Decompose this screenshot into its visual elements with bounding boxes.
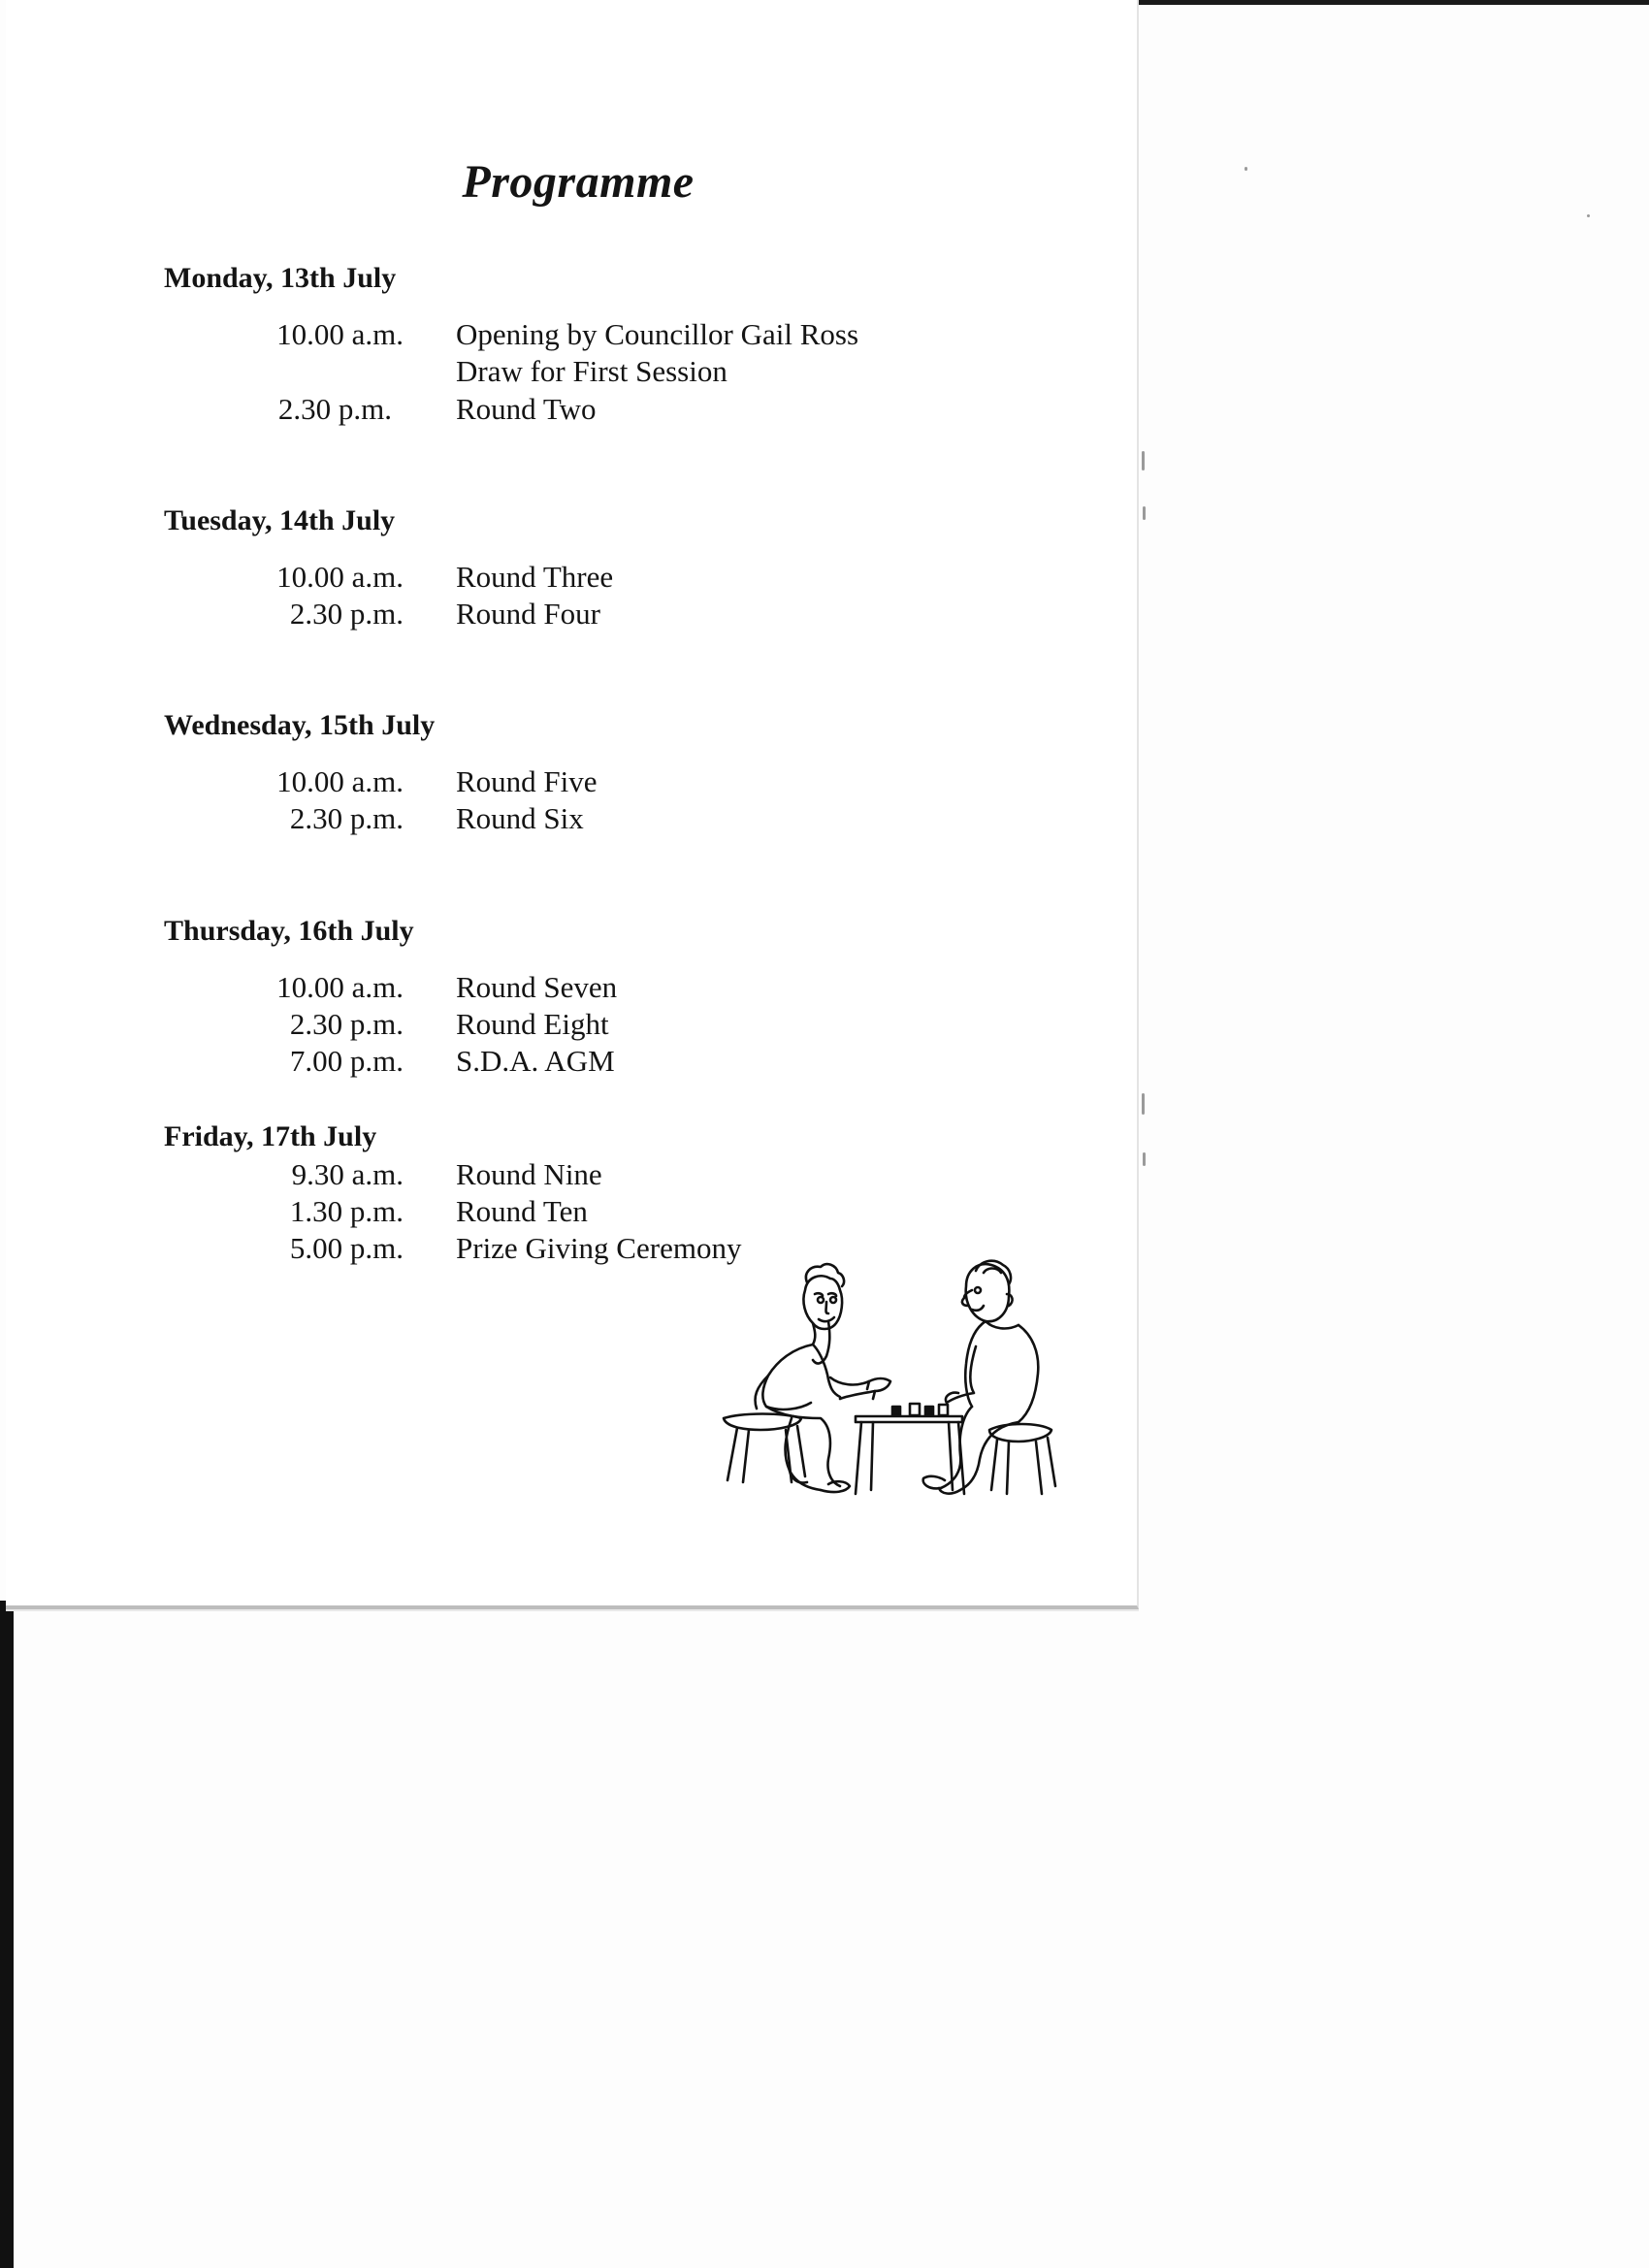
schedule-entry [6,801,1131,840]
entry-time: 2.30 p.m. [289,801,404,835]
entry-event: Round Two [456,392,597,426]
day-heading: Tuesday, 14th July [164,504,396,536]
scan-speck [1245,167,1247,171]
entry-time: 10.00 a.m. [276,764,404,798]
draughts-table [856,1404,964,1494]
schedule-entry [6,764,1131,803]
entry-event: Round Four [456,597,600,631]
entry-event: Round Five [456,764,598,798]
entry-event: Round Seven [456,970,618,1004]
schedule-entry [6,970,1131,1009]
entry-event: Draw for First Session [456,354,728,388]
schedule-entry [6,317,1131,356]
schedule-entry [6,1194,1131,1233]
entry-event: Round Three [456,560,614,594]
entry-time: 2.30 p.m. [289,1007,404,1041]
scan-speck [1587,214,1590,217]
left-stool [724,1414,805,1483]
day-tuesday [6,504,1131,737]
entry-time: 2.30 p.m. [289,597,404,631]
draughts-players-illustration [685,1251,1063,1513]
entry-event: Opening by Councillor Gail Ross [456,317,859,351]
right-player-figure [923,1261,1039,1494]
programme-page [6,0,1139,1609]
entry-time: 10.00 a.m. [276,317,404,351]
entry-event: Round Ten [456,1194,588,1228]
day-heading: Monday, 13th July [164,262,397,294]
schedule-entry [6,597,1131,635]
entry-event: Round Nine [456,1157,602,1191]
entry-time: 2.30 p.m. [277,392,392,426]
scan-left-edge [0,1601,14,2268]
day-heading: Thursday, 16th July [164,915,414,947]
scan-speck [1142,451,1145,470]
right-stool [989,1424,1055,1494]
schedule-entry [6,1044,1131,1083]
entry-event: S.D.A. AGM [456,1044,615,1078]
day-heading: Friday, 17th July [164,1120,377,1152]
scan-speck [1143,1152,1146,1166]
page-title: Programme [462,156,695,208]
schedule-entry [6,1007,1131,1046]
entry-event: Prize Giving Ceremony [456,1231,742,1265]
day-thursday [6,915,1131,1148]
schedule-entry-continuation [6,354,1131,393]
entry-time: 1.30 p.m. [289,1194,404,1228]
entry-event: Round Six [456,801,584,835]
day-heading: Wednesday, 15th July [164,709,436,741]
schedule-entry [6,560,1131,599]
day-monday [6,262,1131,495]
entry-event: Round Eight [456,1007,609,1041]
schedule-entry [6,392,1131,431]
entry-time: 10.00 a.m. [276,560,404,594]
left-player-figure [756,1264,891,1492]
scan-speck [1143,506,1146,520]
entry-time: 5.00 p.m. [289,1231,404,1265]
entry-time: 9.30 a.m. [291,1157,404,1191]
entry-time: 7.00 p.m. [289,1044,404,1078]
scan-speck [1142,1093,1145,1115]
day-wednesday [6,709,1131,942]
schedule-entry [6,1157,1131,1196]
entry-time: 10.00 a.m. [276,970,404,1004]
